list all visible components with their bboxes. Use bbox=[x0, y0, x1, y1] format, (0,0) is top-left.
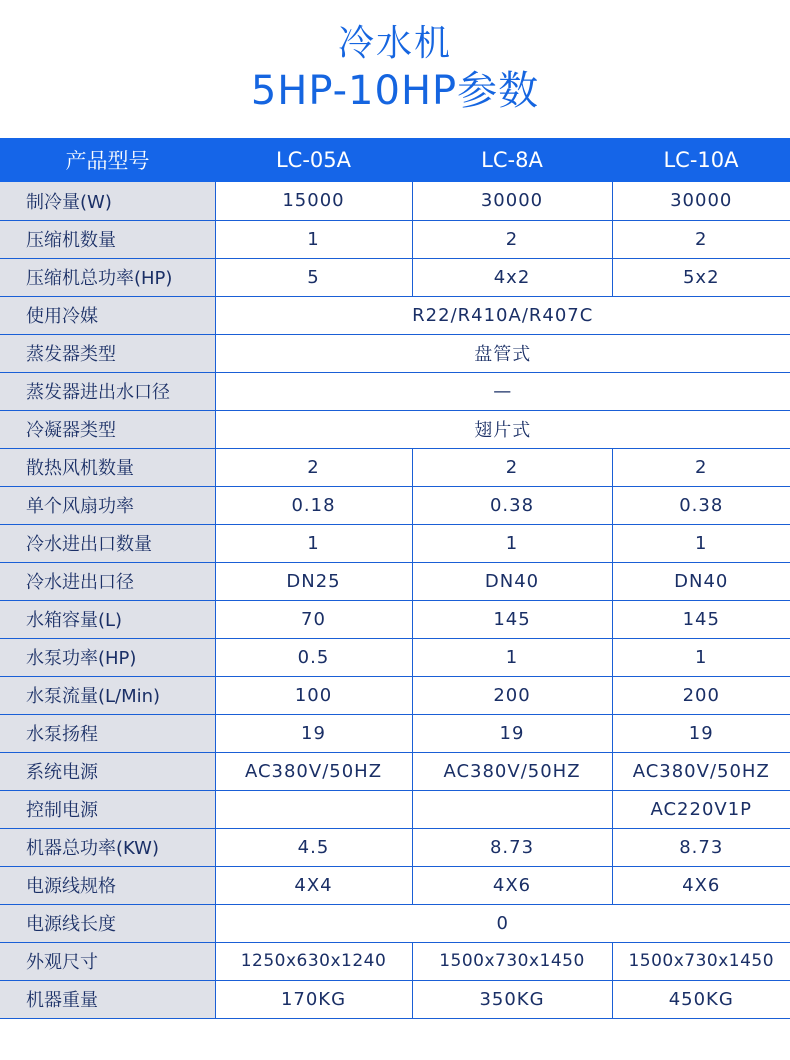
header-model-lc-05a: LC-05A bbox=[275, 148, 352, 172]
row-value: 1 bbox=[412, 524, 612, 562]
row-value: 0.5 bbox=[215, 638, 412, 676]
header-row bbox=[0, 138, 790, 182]
row-value: 4X6 bbox=[612, 866, 790, 904]
row-value: 2 bbox=[412, 220, 612, 258]
table-row bbox=[0, 524, 790, 562]
row-label: 系统电源 bbox=[0, 752, 215, 790]
row-label: 水泵扬程 bbox=[0, 714, 215, 752]
table-row bbox=[0, 296, 790, 334]
row-value: 4X4 bbox=[215, 866, 412, 904]
header-model-label: 产品型号 bbox=[65, 149, 150, 173]
table-row bbox=[0, 790, 790, 828]
row-value: 2 bbox=[612, 448, 790, 486]
row-value: DN25 bbox=[215, 562, 412, 600]
row-value: DN40 bbox=[612, 562, 790, 600]
table-row bbox=[0, 334, 790, 372]
header-model-lc-8a: LC-8A bbox=[481, 148, 543, 172]
title-parameter-range: 5HP-10HP参数 bbox=[250, 68, 540, 114]
table-row bbox=[0, 220, 790, 258]
row-value: 1 bbox=[215, 220, 412, 258]
table-row bbox=[0, 752, 790, 790]
row-label: 水泵功率(HP) bbox=[0, 638, 215, 676]
row-label: 单个风扇功率 bbox=[0, 486, 215, 524]
row-value: AC380V/50HZ bbox=[412, 752, 612, 790]
table-row bbox=[0, 942, 790, 980]
row-value: 200 bbox=[412, 676, 612, 714]
row-label: 压缩机数量 bbox=[0, 220, 215, 258]
row-value: 2 bbox=[215, 448, 412, 486]
row-value: 30000 bbox=[612, 182, 790, 220]
row-value: 30000 bbox=[412, 182, 612, 220]
table-row bbox=[0, 714, 790, 752]
row-value-merged: 翅片式 bbox=[215, 410, 790, 448]
row-label: 水箱容量(L) bbox=[0, 600, 215, 638]
row-value: 450KG bbox=[612, 980, 790, 1018]
table-row bbox=[0, 904, 790, 942]
row-value: 5 bbox=[215, 258, 412, 296]
spec-table bbox=[0, 138, 790, 1019]
row-value: AC220V1P bbox=[612, 790, 790, 828]
row-value: 5x2 bbox=[612, 258, 790, 296]
table-row bbox=[0, 258, 790, 296]
row-label: 机器重量 bbox=[0, 980, 215, 1018]
row-value: 8.73 bbox=[412, 828, 612, 866]
row-value: 170KG bbox=[215, 980, 412, 1018]
page-title bbox=[0, 22, 790, 116]
row-label: 冷水进出口径 bbox=[0, 562, 215, 600]
row-value-merged: R22/R410A/R407C bbox=[215, 296, 790, 334]
row-label: 蒸发器类型 bbox=[0, 334, 215, 372]
row-label: 控制电源 bbox=[0, 790, 215, 828]
table-row bbox=[0, 828, 790, 866]
table-row bbox=[0, 676, 790, 714]
row-value bbox=[412, 790, 612, 828]
row-value: 4.5 bbox=[215, 828, 412, 866]
row-value: 0.38 bbox=[612, 486, 790, 524]
row-value: 4x2 bbox=[412, 258, 612, 296]
row-value: 200 bbox=[612, 676, 790, 714]
row-value: 1 bbox=[612, 638, 790, 676]
table-row bbox=[0, 486, 790, 524]
row-label: 冷凝器类型 bbox=[0, 410, 215, 448]
table-row bbox=[0, 980, 790, 1018]
table-row bbox=[0, 638, 790, 676]
row-value-merged: 盘管式 bbox=[215, 334, 790, 372]
row-value: 1250x630x1240 bbox=[215, 942, 412, 980]
row-label: 电源线规格 bbox=[0, 866, 215, 904]
table-row bbox=[0, 182, 790, 220]
title-product-name: 冷水机 bbox=[337, 23, 452, 64]
row-value: 19 bbox=[215, 714, 412, 752]
row-label: 水泵流量(L/Min) bbox=[0, 676, 215, 714]
row-value-merged: — bbox=[215, 372, 790, 410]
row-value: 0.38 bbox=[412, 486, 612, 524]
row-value: AC380V/50HZ bbox=[215, 752, 412, 790]
row-value: 1500x730x1450 bbox=[612, 942, 790, 980]
table-row bbox=[0, 562, 790, 600]
row-value: 1500x730x1450 bbox=[412, 942, 612, 980]
table-row bbox=[0, 600, 790, 638]
row-label: 冷水进出口数量 bbox=[0, 524, 215, 562]
row-value: 4X6 bbox=[412, 866, 612, 904]
table-row bbox=[0, 372, 790, 410]
row-label: 电源线长度 bbox=[0, 904, 215, 942]
row-value: 1 bbox=[215, 524, 412, 562]
row-value: 1 bbox=[612, 524, 790, 562]
row-value: 70 bbox=[215, 600, 412, 638]
row-label: 机器总功率(KW) bbox=[0, 828, 215, 866]
row-label: 散热风机数量 bbox=[0, 448, 215, 486]
row-label: 使用冷媒 bbox=[0, 296, 215, 334]
row-value: AC380V/50HZ bbox=[612, 752, 790, 790]
row-value: 0.18 bbox=[215, 486, 412, 524]
row-value: 19 bbox=[612, 714, 790, 752]
row-value: 145 bbox=[412, 600, 612, 638]
row-label: 蒸发器进出水口径 bbox=[0, 372, 215, 410]
row-value: 8.73 bbox=[612, 828, 790, 866]
row-value: 15000 bbox=[215, 182, 412, 220]
row-value: 145 bbox=[612, 600, 790, 638]
spec-table-body bbox=[0, 182, 790, 1018]
row-value: 350KG bbox=[412, 980, 612, 1018]
row-value bbox=[215, 790, 412, 828]
table-row bbox=[0, 448, 790, 486]
row-value-merged: 0 bbox=[215, 904, 790, 942]
table-row bbox=[0, 410, 790, 448]
row-value: DN40 bbox=[412, 562, 612, 600]
row-label: 制冷量(W) bbox=[0, 182, 215, 220]
row-label: 外观尺寸 bbox=[0, 942, 215, 980]
row-value: 2 bbox=[612, 220, 790, 258]
header-model-lc-10a: LC-10A bbox=[663, 148, 739, 172]
row-label: 压缩机总功率(HP) bbox=[0, 258, 215, 296]
table-row bbox=[0, 866, 790, 904]
row-value: 1 bbox=[412, 638, 612, 676]
row-value: 100 bbox=[215, 676, 412, 714]
row-value: 19 bbox=[412, 714, 612, 752]
row-value: 2 bbox=[412, 448, 612, 486]
